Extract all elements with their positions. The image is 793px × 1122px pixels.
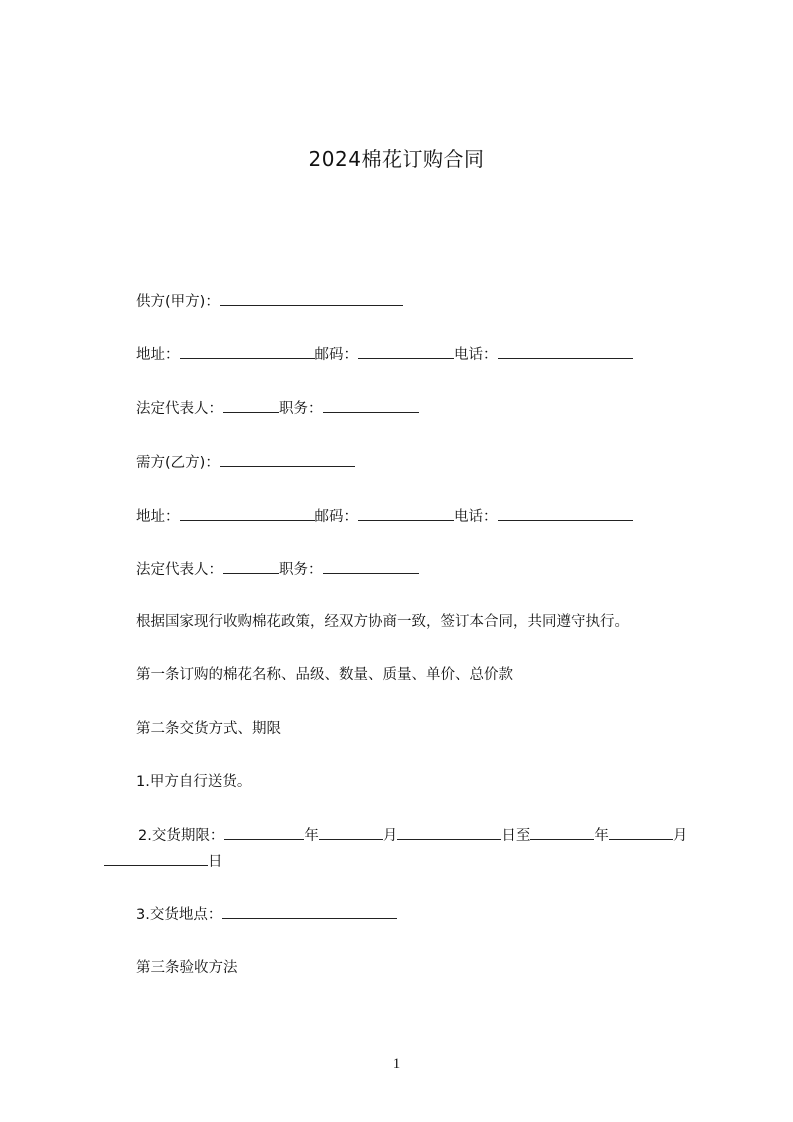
supplier-rep-blank[interactable] <box>223 398 279 413</box>
start-month-label: 月 <box>382 828 398 844</box>
end-year-blank[interactable] <box>530 825 594 840</box>
buyer-rep-label: 法定代表人： <box>136 562 223 578</box>
buyer-party-line <box>136 452 355 473</box>
buyer-address-label: 地址： <box>136 509 180 525</box>
start-month-blank[interactable] <box>319 825 383 840</box>
article-2-item-3 <box>136 904 397 925</box>
article-2-item-2 <box>138 825 687 846</box>
page-number: 1 <box>392 1056 401 1072</box>
buyer-rep-line <box>136 559 419 580</box>
preamble: 根据国家现行收购棉花政策，经双方协商一致，签订本合同，共同遵守执行。 <box>136 614 629 630</box>
article-1-heading: 第一条订购的棉花名称、品级、数量、质量、单价、总价款 <box>136 667 513 683</box>
delivery-period-label: 2.交货期限： <box>138 828 225 844</box>
article-3-heading: 第三条验收方法 <box>136 960 238 976</box>
supplier-postcode-blank[interactable] <box>358 344 454 359</box>
buyer-address-blank[interactable] <box>180 506 315 521</box>
end-day-label: 日 <box>208 854 223 870</box>
article-2-heading: 第二条交货方式、期限 <box>136 721 281 737</box>
supplier-address-line <box>136 344 633 365</box>
supplier-position-label: 职务： <box>279 401 323 417</box>
start-year-label: 年 <box>304 828 319 844</box>
buyer-party-label: 需方(乙方)： <box>136 455 220 471</box>
start-day-blank[interactable] <box>397 825 501 840</box>
supplier-party-line <box>136 291 403 312</box>
supplier-address-blank[interactable] <box>180 344 315 359</box>
buyer-phone-blank[interactable] <box>498 506 633 521</box>
supplier-rep-line <box>136 398 419 419</box>
buyer-phone-label: 电话： <box>454 509 498 525</box>
delivery-location-label: 3.交货地点： <box>136 907 223 923</box>
supplier-name-blank[interactable] <box>220 291 403 306</box>
buyer-name-blank[interactable] <box>220 452 355 467</box>
buyer-rep-blank[interactable] <box>223 559 279 574</box>
day-to-label: 日至 <box>501 828 531 844</box>
article-2-item-2-continued <box>104 851 223 872</box>
end-month-label: 月 <box>672 828 688 844</box>
supplier-phone-label: 电话： <box>454 347 498 363</box>
article-2-item-1: 1.甲方自行送货。 <box>136 774 252 790</box>
buyer-address-line <box>136 506 633 527</box>
start-year-blank[interactable] <box>224 825 304 840</box>
supplier-rep-label: 法定代表人： <box>136 401 223 417</box>
end-day-blank[interactable] <box>104 851 208 866</box>
end-year-label: 年 <box>594 828 609 844</box>
supplier-address-label: 地址： <box>136 347 180 363</box>
document-title: 2024棉花订购合同 <box>308 147 485 171</box>
buyer-postcode-blank[interactable] <box>358 506 454 521</box>
end-month-blank[interactable] <box>609 825 673 840</box>
supplier-party-label: 供方(甲方)： <box>136 294 220 310</box>
supplier-phone-blank[interactable] <box>498 344 633 359</box>
buyer-postcode-label: 邮码： <box>314 509 358 525</box>
supplier-postcode-label: 邮码： <box>314 347 358 363</box>
buyer-position-blank[interactable] <box>323 559 419 574</box>
supplier-position-blank[interactable] <box>323 398 419 413</box>
buyer-position-label: 职务： <box>279 562 323 578</box>
delivery-location-blank[interactable] <box>222 904 397 919</box>
